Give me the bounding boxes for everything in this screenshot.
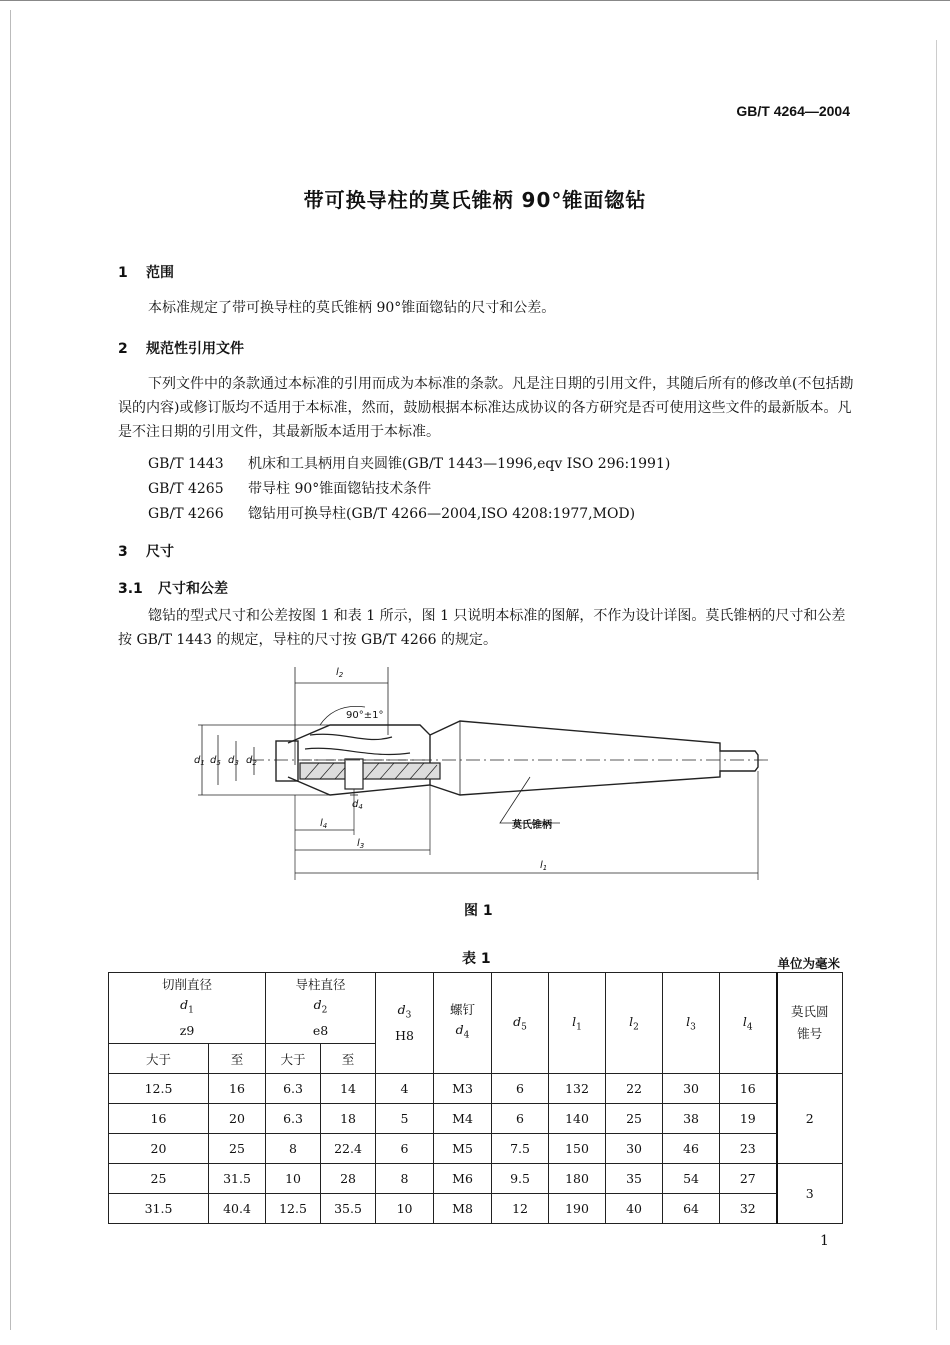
header-pilot-diameter: 导柱直径 $d_2$ e8 xyxy=(266,973,376,1044)
cell: M5 xyxy=(434,1134,492,1164)
header-d5: $d_5$ xyxy=(492,973,549,1074)
reference-code: GB/T 1443 xyxy=(148,456,224,472)
section-3-heading xyxy=(118,541,174,561)
unit-note: 单位为毫米 xyxy=(777,956,840,971)
cell: 30 xyxy=(663,1074,720,1104)
d1-label: $d_1$ xyxy=(194,755,205,767)
reference-code: GB/T 4265 xyxy=(148,481,224,497)
cell: 32 xyxy=(720,1194,777,1224)
cell: M6 xyxy=(434,1164,492,1194)
cell: 30 xyxy=(606,1134,663,1164)
cell: 20 xyxy=(209,1104,266,1134)
cell: 14 xyxy=(321,1074,376,1104)
cell: 23 xyxy=(720,1134,777,1164)
table-row xyxy=(109,1074,843,1104)
flute-curve xyxy=(305,748,410,754)
section-1-heading xyxy=(118,262,174,282)
cell: 25 xyxy=(109,1164,209,1194)
cell: 12 xyxy=(492,1194,549,1224)
cell: 6 xyxy=(492,1074,549,1104)
hatched-section xyxy=(300,763,440,779)
page-number: 1 xyxy=(820,1233,829,1249)
document-title: 带可换导柱的莫氏锥柄 90°锥面锪钻 xyxy=(303,188,647,212)
table-row xyxy=(109,1104,843,1134)
reference-desc: 带导柱 90°锥面锪钻技术条件 xyxy=(248,481,432,497)
cell: 35.5 xyxy=(321,1194,376,1224)
cell: 16 xyxy=(109,1104,209,1134)
cell: M4 xyxy=(434,1104,492,1134)
reference-code: GB/T 4266 xyxy=(148,506,224,522)
header-to: 至 xyxy=(321,1044,376,1074)
header-l2: $l_2$ xyxy=(606,973,663,1074)
table-caption: 表 1 xyxy=(462,951,491,967)
cell: 35 xyxy=(606,1164,663,1194)
cell: 8 xyxy=(266,1134,321,1164)
cell: 16 xyxy=(209,1074,266,1104)
cell: 64 xyxy=(663,1194,720,1224)
shank-label: 莫氏锥柄 xyxy=(512,820,552,831)
section-number: 2 xyxy=(118,341,128,357)
cell: 12.5 xyxy=(266,1194,321,1224)
cell: M3 xyxy=(434,1074,492,1104)
scan-edge-right xyxy=(936,40,937,1330)
cell: 9.5 xyxy=(492,1164,549,1194)
l3-label: $l_3$ xyxy=(357,838,365,850)
dimension-table xyxy=(108,972,843,1224)
cell: 31.5 xyxy=(109,1194,209,1224)
section-3-1-text: 锪钻的型式尺寸和公差按图 1 和表 1 所示，图 1 只说明本标准的图解，不作为设计详图。莫氏锥柄的尺寸和公差按 GB/T 1443 的规定，导柱的尺寸按 GB/T 4266 的规定。 xyxy=(118,608,846,648)
section-number: 1 xyxy=(118,265,128,281)
header-l3: $l_3$ xyxy=(663,973,720,1074)
cell: 132 xyxy=(549,1074,606,1104)
cell: 28 xyxy=(321,1164,376,1194)
reference-item xyxy=(148,503,635,523)
header-over: 大于 xyxy=(109,1044,209,1074)
l4-label: $l_4$ xyxy=(320,818,328,830)
reference-item xyxy=(148,453,670,473)
section-title: 尺寸 xyxy=(146,544,174,560)
cell: 25 xyxy=(209,1134,266,1164)
l1-label: $l_1$ xyxy=(540,860,548,872)
cell: 19 xyxy=(720,1104,777,1134)
cell: 190 xyxy=(549,1194,606,1224)
table-row xyxy=(109,1194,843,1224)
cell: 7.5 xyxy=(492,1134,549,1164)
cell: 4 xyxy=(376,1074,434,1104)
section-number: 3 xyxy=(118,544,128,560)
cell: 10 xyxy=(266,1164,321,1194)
screw-hole xyxy=(345,759,363,789)
cell: 38 xyxy=(663,1104,720,1134)
cell: 180 xyxy=(549,1164,606,1194)
cell: 6 xyxy=(376,1134,434,1164)
scan-edge-top xyxy=(0,0,950,1)
reference-desc: 锪钻用可换导柱(GB/T 4266—2004,ISO 4208:1977,MOD) xyxy=(248,506,636,522)
table-row xyxy=(109,1134,843,1164)
countersink-drawing xyxy=(160,655,800,885)
reference-item xyxy=(148,478,431,498)
cell: 6.3 xyxy=(266,1104,321,1134)
d2-label: $d_2$ xyxy=(246,755,257,767)
flute-curve xyxy=(310,734,392,739)
cell: 18 xyxy=(321,1104,376,1134)
morse-number-cell: 2 xyxy=(777,1074,843,1164)
morse-taper-shank xyxy=(430,721,758,795)
section-title: 范围 xyxy=(146,265,174,281)
cell: 46 xyxy=(663,1134,720,1164)
header-to: 至 xyxy=(209,1044,266,1074)
standard-number: GB/T 4264—2004 xyxy=(736,103,850,119)
cell: 6.3 xyxy=(266,1074,321,1104)
cell: 31.5 xyxy=(209,1164,266,1194)
cell: 5 xyxy=(376,1104,434,1134)
header-d3: $d_3$ H8 xyxy=(376,973,434,1074)
cell: 54 xyxy=(663,1164,720,1194)
section-number: 3.1 xyxy=(118,581,143,597)
cell: 40 xyxy=(606,1194,663,1224)
header-morse-taper: 莫氏圆 锥号 xyxy=(777,973,843,1074)
d5-label: $d_5$ xyxy=(210,755,221,767)
section-1-text: 本标准规定了带可换导柱的莫氏锥柄 90°锥面锪钻的尺寸和公差。 xyxy=(148,300,556,316)
reference-desc: 机床和工具柄用自夹圆锥(GB/T 1443—1996,eqv ISO 296:1991) xyxy=(248,456,671,472)
cell: 20 xyxy=(109,1134,209,1164)
table-row xyxy=(109,1164,843,1194)
cell: 12.5 xyxy=(109,1074,209,1104)
table-header-row xyxy=(109,973,843,1044)
morse-number-cell: 3 xyxy=(777,1164,843,1224)
d3-label: $d_3$ xyxy=(228,755,239,767)
cell: 16 xyxy=(720,1074,777,1104)
header-over: 大于 xyxy=(266,1044,321,1074)
angle-label: 90°±1° xyxy=(346,710,384,721)
header-screw: 螺钉 $d_4$ xyxy=(434,973,492,1074)
cell: 140 xyxy=(549,1104,606,1134)
shank-leader xyxy=(500,777,560,823)
cell: 8 xyxy=(376,1164,434,1194)
section-2-text: 下列文件中的条款通过本标准的引用而成为本标准的条款。凡是注日期的引用文件，其随后所有的修改单(不包括勘误的内容)或修订版均不适用于本标准，然而，鼓励根据本标准达成协议的各方研究是否可使用这些文件的最新版本。凡是不注日期的引用文件，其最新版本适用于本标准。 xyxy=(118,376,854,440)
figure-caption: 图 1 xyxy=(464,903,493,919)
section-2-heading xyxy=(118,338,244,358)
d4-label: $d_4$ xyxy=(352,799,363,811)
cell: M8 xyxy=(434,1194,492,1224)
cell: 22 xyxy=(606,1074,663,1104)
section-title: 尺寸和公差 xyxy=(158,581,228,597)
cell: 25 xyxy=(606,1104,663,1134)
cell: 22.4 xyxy=(321,1134,376,1164)
section-title: 规范性引用文件 xyxy=(146,341,244,357)
l2-label: $l_2$ xyxy=(336,667,344,679)
header-cut-diameter: 切削直径 $d_1$ z9 xyxy=(109,973,266,1044)
cell: 27 xyxy=(720,1164,777,1194)
cell: 10 xyxy=(376,1194,434,1224)
header-l4: $l_4$ xyxy=(720,973,777,1074)
cell: 40.4 xyxy=(209,1194,266,1224)
cell: 6 xyxy=(492,1104,549,1134)
section-3-1-heading xyxy=(118,578,228,598)
cell: 150 xyxy=(549,1134,606,1164)
header-l1: $l_1$ xyxy=(549,973,606,1074)
